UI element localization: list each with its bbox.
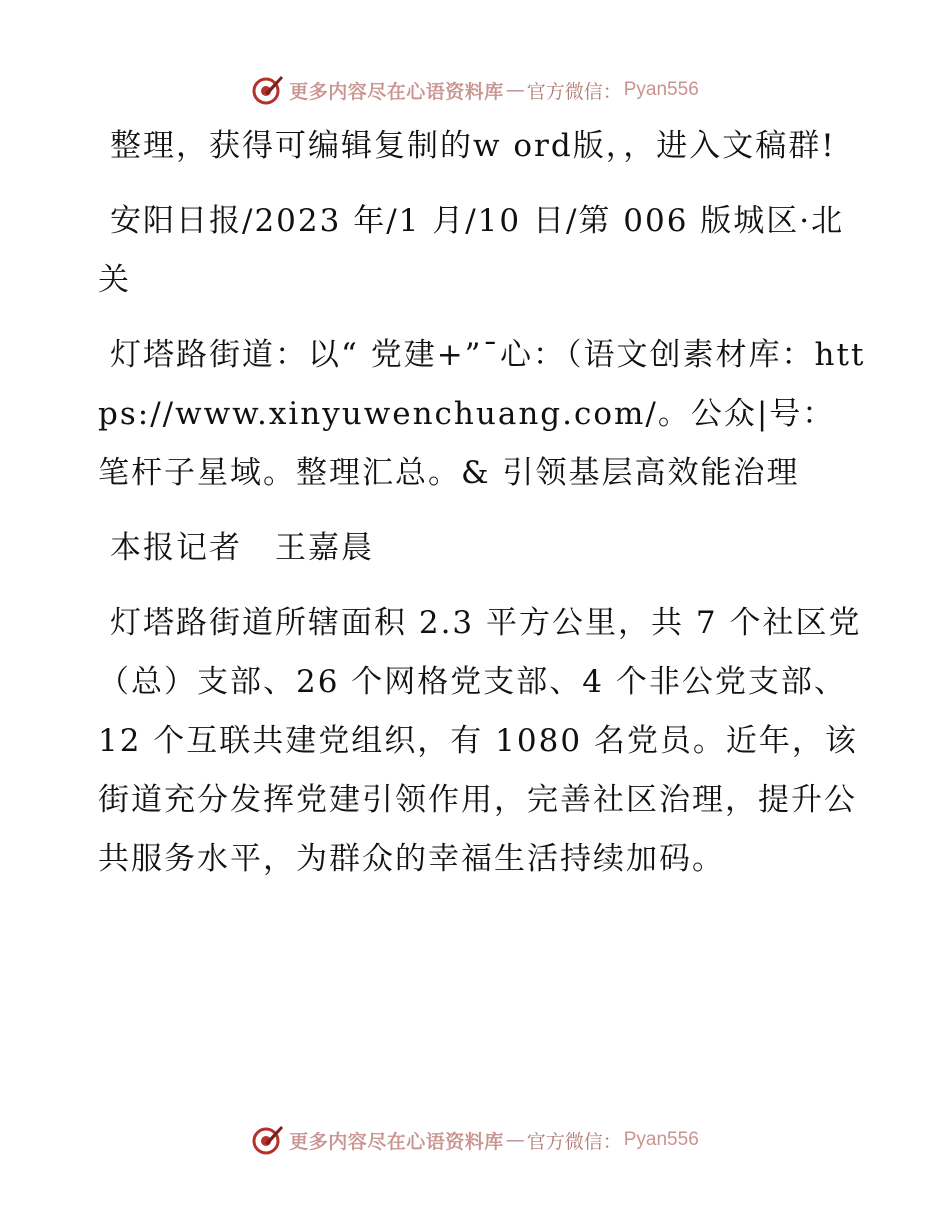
watermark-wechat-id: Pyan556 (623, 79, 699, 100)
body-paragraph: 灯塔路街道所辖面积 2.3 平方公里，共 7 个社区党（总）支部、26 个网格党支部、4 个非公党支部、12 个互联共建党组织，有 1080 名党员。近年，该街道充分发挥党建引领作用，完善社区治理，提升公共服务水平，为群众的幸福生活持续加码。 (98, 605, 862, 877)
watermark-footer (0, 1120, 950, 1160)
watermark-wechat-label: 官方微信： (526, 80, 622, 103)
article-headline: 灯塔路街道：以“ 党建+”¯心：（语文创素材库：https://www.xinyuwenchuang.com/。公众|号：笔杆子星域。整理汇总。& 引领基层高效能治理 (98, 337, 866, 491)
watermark-dash: — (505, 79, 525, 101)
article-body (98, 117, 868, 905)
watermark-dash: — (505, 1129, 525, 1151)
intro-paragraph: 整理，获得可编辑复制的w ord版，，进入文稿群! (110, 128, 836, 164)
quill-logo-icon (251, 73, 285, 107)
watermark-brand: 更多内容尽在心语资料库 (289, 1130, 504, 1153)
watermark-brand: 更多内容尽在心语资料库 (289, 80, 504, 103)
watermark-wechat-id: Pyan556 (623, 1129, 699, 1150)
watermark-wechat-label: 官方微信： (526, 1130, 622, 1153)
quill-logo-icon (251, 1123, 285, 1157)
source-line: 安阳日报/2023 年/1 月/10 日/第 006 版城区·北关 (98, 203, 845, 298)
byline: 本报记者 王嘉晨 (110, 530, 374, 566)
watermark-header (0, 70, 950, 110)
